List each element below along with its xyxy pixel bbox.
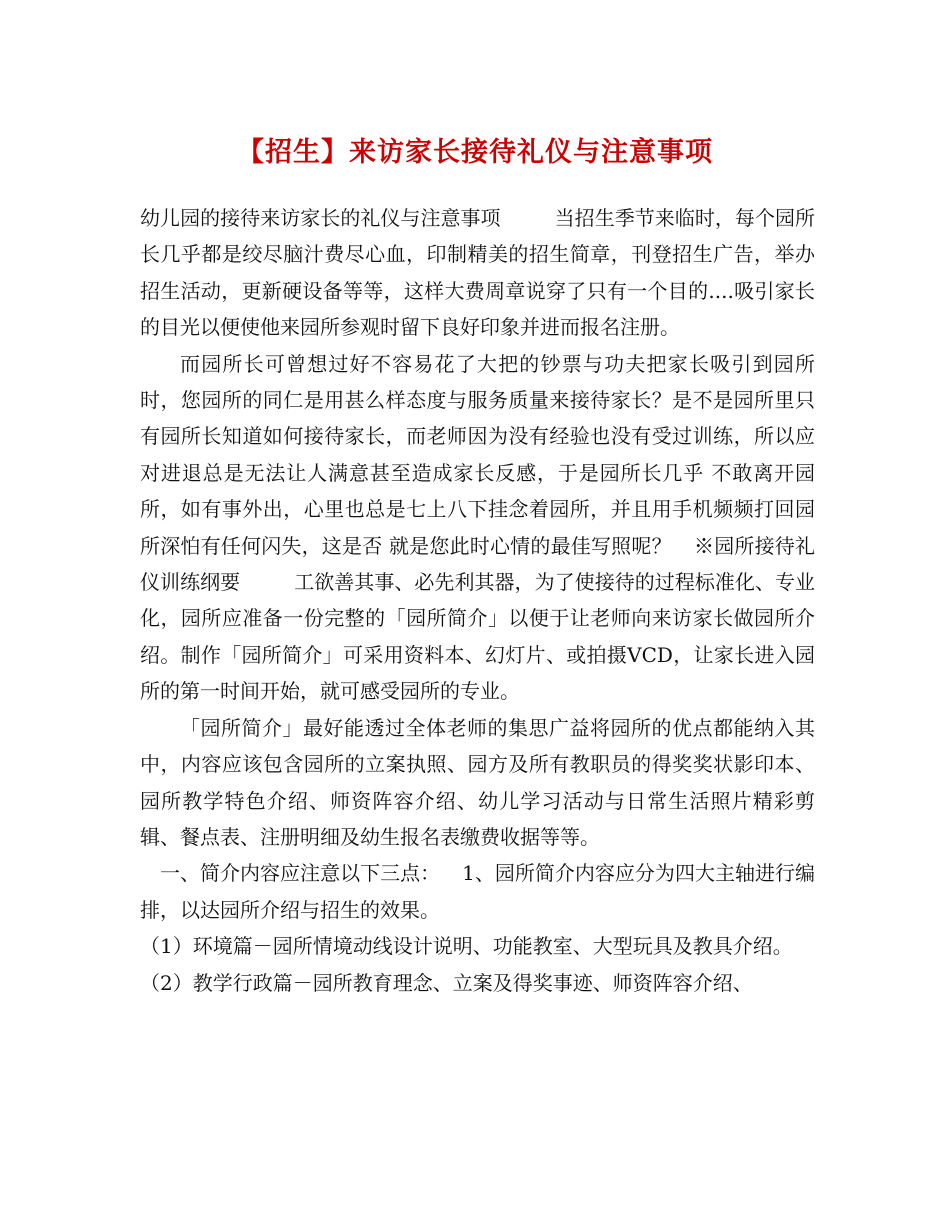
document-body — [140, 200, 815, 1001]
paragraph-brochure — [140, 710, 815, 856]
title-prefix: 【招生】 — [237, 137, 349, 168]
document-title — [0, 130, 950, 169]
paragraph-section-one — [140, 855, 815, 928]
training-outline-text: 工欲善其事、必先利其器，为了使接待的过程标准化、专业化，园所应准备一份完整的「园所简介」以便于让老师向来访家长做园所介绍。制作「园所简介」可采用资料本、幻灯片、或拍摄VCD，让家长进入园所的第一时间开始，就可感受园所的专业。 — [140, 570, 816, 704]
paragraph-teaching-admin — [140, 965, 815, 1001]
section-one-text: 1、园所简介内容应分为四大主轴进行编排，以达园所介绍与招生的效果。 — [140, 861, 815, 922]
training-outline-heading: ※园所接待礼仪训练纲要 — [140, 533, 816, 595]
paragraph-intro — [140, 200, 815, 346]
environment-text: （1）环境篇－园所情境动线设计说明、功能教室、大型玩具及教具介绍。 — [140, 934, 793, 959]
paragraph-question — [140, 346, 815, 710]
brochure-text: 「园所简介」最好能透过全体老师的集思广益将园所的优点都能纳入其中，内容应该包含园所的立案执照、园方及所有教职员的得奖奖状影印本、园所教学特色介绍、师资阵容介绍、幼儿学习活动与日常生活照片精彩剪辑、餐点表、注册明细及幼生报名表缴费收据等等。 — [140, 715, 815, 849]
section-one-heading: 一、简介内容应注意以下三点： — [160, 861, 441, 886]
title-main: 来访家长接待礼仪与注意事项 — [349, 137, 713, 168]
intro-heading: 幼儿园的接待来访家长的礼仪与注意事项 — [140, 206, 501, 230]
paragraph-environment — [140, 928, 815, 964]
teaching-admin-text: （2）教学行政篇－园所教育理念、立案及得奖事迹、师资阵容介绍、 — [140, 970, 753, 995]
question-text: 而园所长可曾想过好不容易花了大把的钞票与功夫把家长吸引到园所时，您园所的同仁是用甚么样态度与服务质量来接待家长？是不是园所里只有园所长知道如何接待家长，而老师因为没有经验也没有受过训练，所以应对进退总是无法让人满意甚至造成家长反感，于是园所长几乎 不敢离开园所，如有事外出，心里也总是七上八下挂念着园所，并且用手机频频打回园所深怕有任何闪失，这是否 就是您此时心情的最佳写照呢？ — [140, 351, 815, 558]
intro-text: 当招生季节来临时，每个园所长几乎都是绞尽脑汁费尽心血，印制精美的招生简章，刊登招生广告，举办招生活动，更新硬设备等等，这样大费周章说穿了只有一个目的....吸引家长的目光以便使他来园所参观时留下良好印象并进而报名注册。 — [140, 206, 816, 340]
